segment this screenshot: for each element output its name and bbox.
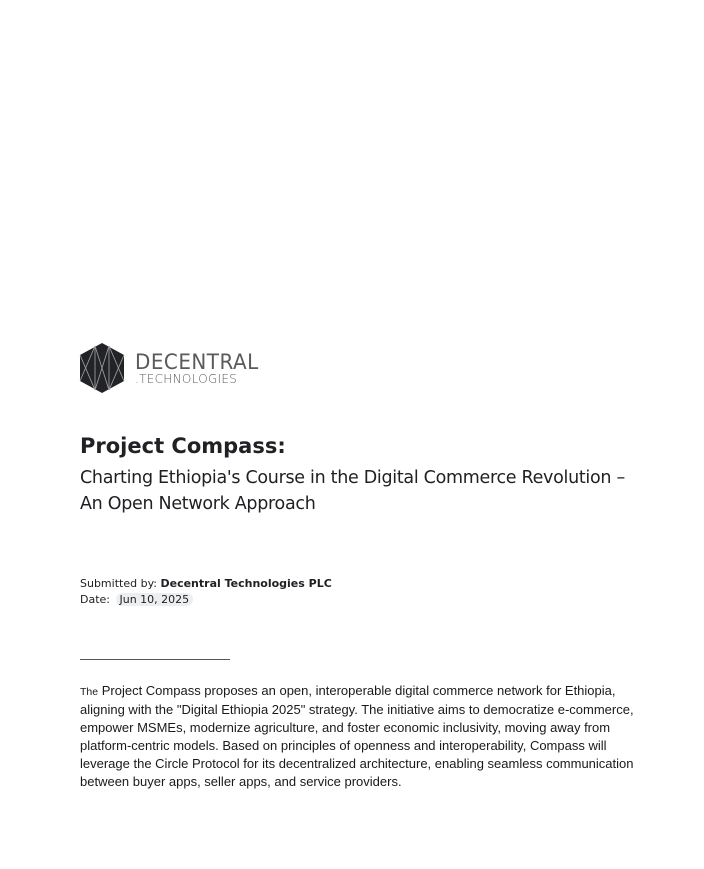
submitted-by-label: Submitted by: <box>80 577 157 590</box>
document-meta <box>80 576 332 608</box>
submitted-by-row <box>80 576 332 592</box>
logo-wordmark <box>135 351 265 385</box>
date-chip[interactable]: Jun 10, 2025 <box>116 593 194 606</box>
summary-text: Project Compass proposes an open, interoperable digital commerce network for Ethiopia, aligning with the "Digital Ethiopia 2025" strategy. The initiative aims to democratize e-commerce, empower MSMEs, modernize agriculture, and foster economic inclusivity, moving away from platform-centric models. Based on principles of openness and interoperability, Compass will leverage the Circle Protocol for its decentralized architecture, enabling seamless communication between buyer apps, seller apps, and service providers. <box>80 683 634 789</box>
hexagon-logo-icon <box>78 342 126 394</box>
divider-rule <box>80 659 230 660</box>
document-subtitle: Charting Ethiopia's Course in the Digital Commerce Revolution – An Open Network Approach <box>80 468 625 514</box>
logo-name-line2: .TECHNOLOGIES <box>135 372 238 386</box>
company-logo <box>78 342 259 394</box>
date-row <box>80 592 332 608</box>
document-title: Project Compass: <box>80 434 286 458</box>
logo-name-line1: DECENTRAL <box>135 350 259 374</box>
submitted-by-value: Decentral Technologies PLC <box>160 577 332 590</box>
summary-paragraph <box>80 682 640 791</box>
lead-word: The <box>80 686 99 698</box>
date-label: Date: <box>80 593 110 606</box>
